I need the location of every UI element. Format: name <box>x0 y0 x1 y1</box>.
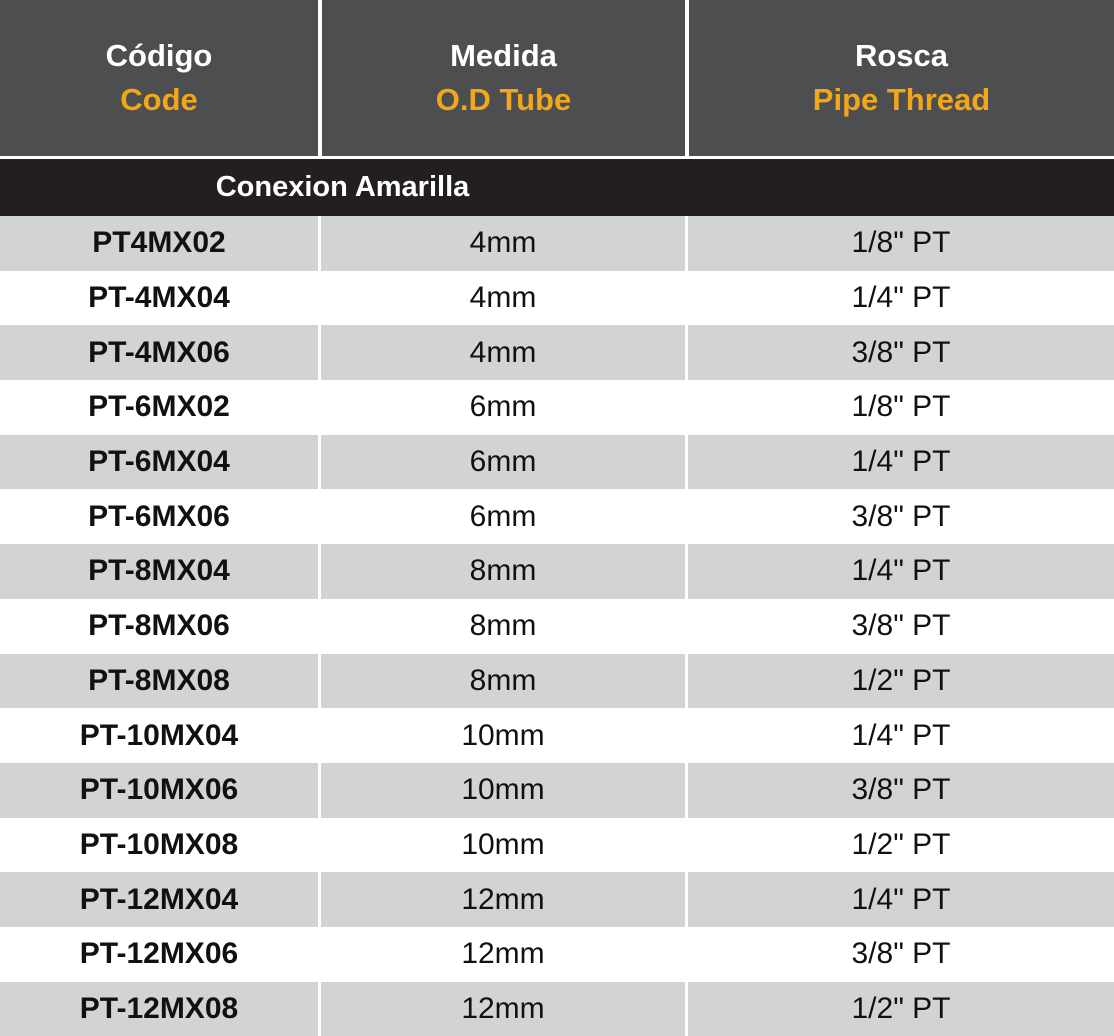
cell-code: PT-6MX04 <box>0 435 318 490</box>
cell-thread: 3/8" PT <box>685 763 1114 818</box>
cell-thread: 1/4" PT <box>685 708 1114 763</box>
cell-size: 10mm <box>318 763 685 818</box>
cell-thread: 1/4" PT <box>685 435 1114 490</box>
cell-code: PT-12MX08 <box>0 982 318 1036</box>
cell-code: PT-10MX04 <box>0 708 318 763</box>
cell-size: 8mm <box>318 544 685 599</box>
cell-size: 10mm <box>318 708 685 763</box>
table-row <box>0 435 1114 490</box>
cell-thread: 1/2" PT <box>685 818 1114 873</box>
cell-code: PT-6MX02 <box>0 380 318 435</box>
table-row <box>0 818 1114 873</box>
table-row <box>0 325 1114 380</box>
cell-code: PT4MX02 <box>0 216 318 271</box>
cell-size: 6mm <box>318 380 685 435</box>
cell-thread: 1/8" PT <box>685 380 1114 435</box>
cell-code: PT-8MX08 <box>0 654 318 709</box>
header-code <box>0 0 318 156</box>
cell-size: 4mm <box>318 216 685 271</box>
cell-size: 6mm <box>318 489 685 544</box>
table-row <box>0 654 1114 709</box>
cell-size: 4mm <box>318 325 685 380</box>
cell-thread: 1/4" PT <box>685 872 1114 927</box>
cell-thread: 3/8" PT <box>685 927 1114 982</box>
header-code-en: Code <box>120 82 198 117</box>
table-row <box>0 216 1114 271</box>
cell-code: PT-4MX06 <box>0 325 318 380</box>
header-size <box>318 0 685 156</box>
table-row <box>0 544 1114 599</box>
header-thread-es: Rosca <box>854 38 949 73</box>
cell-thread: 1/2" PT <box>685 982 1114 1036</box>
cell-code: PT-12MX06 <box>0 927 318 982</box>
header-size-en: O.D Tube <box>435 82 572 117</box>
cell-size: 12mm <box>318 982 685 1036</box>
table-row <box>0 489 1114 544</box>
cell-thread: 1/8" PT <box>685 216 1114 271</box>
table-row <box>0 380 1114 435</box>
header-thread <box>685 0 1114 156</box>
cell-size: 6mm <box>318 435 685 490</box>
header-thread-en: Pipe Thread <box>812 82 991 117</box>
table-row <box>0 599 1114 654</box>
section-title: Conexion Amarilla <box>215 171 470 203</box>
table-row <box>0 982 1114 1036</box>
cell-size: 4mm <box>318 271 685 326</box>
cell-code: PT-4MX04 <box>0 271 318 326</box>
cell-code: PT-8MX06 <box>0 599 318 654</box>
cell-code: PT-10MX06 <box>0 763 318 818</box>
cell-code: PT-8MX04 <box>0 544 318 599</box>
table-row <box>0 872 1114 927</box>
table-header <box>0 0 1114 156</box>
header-code-es: Código <box>105 38 213 73</box>
cell-thread: 3/8" PT <box>685 489 1114 544</box>
table-row <box>0 927 1114 982</box>
cell-code: PT-12MX04 <box>0 872 318 927</box>
cell-code: PT-10MX08 <box>0 818 318 873</box>
cell-thread: 3/8" PT <box>685 599 1114 654</box>
table-body <box>0 216 1114 1036</box>
cell-size: 12mm <box>318 872 685 927</box>
cell-thread: 1/2" PT <box>685 654 1114 709</box>
cell-size: 12mm <box>318 927 685 982</box>
cell-code: PT-6MX06 <box>0 489 318 544</box>
header-size-es: Medida <box>450 38 557 73</box>
cell-size: 8mm <box>318 654 685 709</box>
table-row <box>0 763 1114 818</box>
cell-size: 8mm <box>318 599 685 654</box>
cell-size: 10mm <box>318 818 685 873</box>
cell-thread: 1/4" PT <box>685 544 1114 599</box>
cell-thread: 3/8" PT <box>685 325 1114 380</box>
table-row <box>0 271 1114 326</box>
cell-thread: 1/4" PT <box>685 271 1114 326</box>
table-row <box>0 708 1114 763</box>
section-header <box>0 159 1114 216</box>
